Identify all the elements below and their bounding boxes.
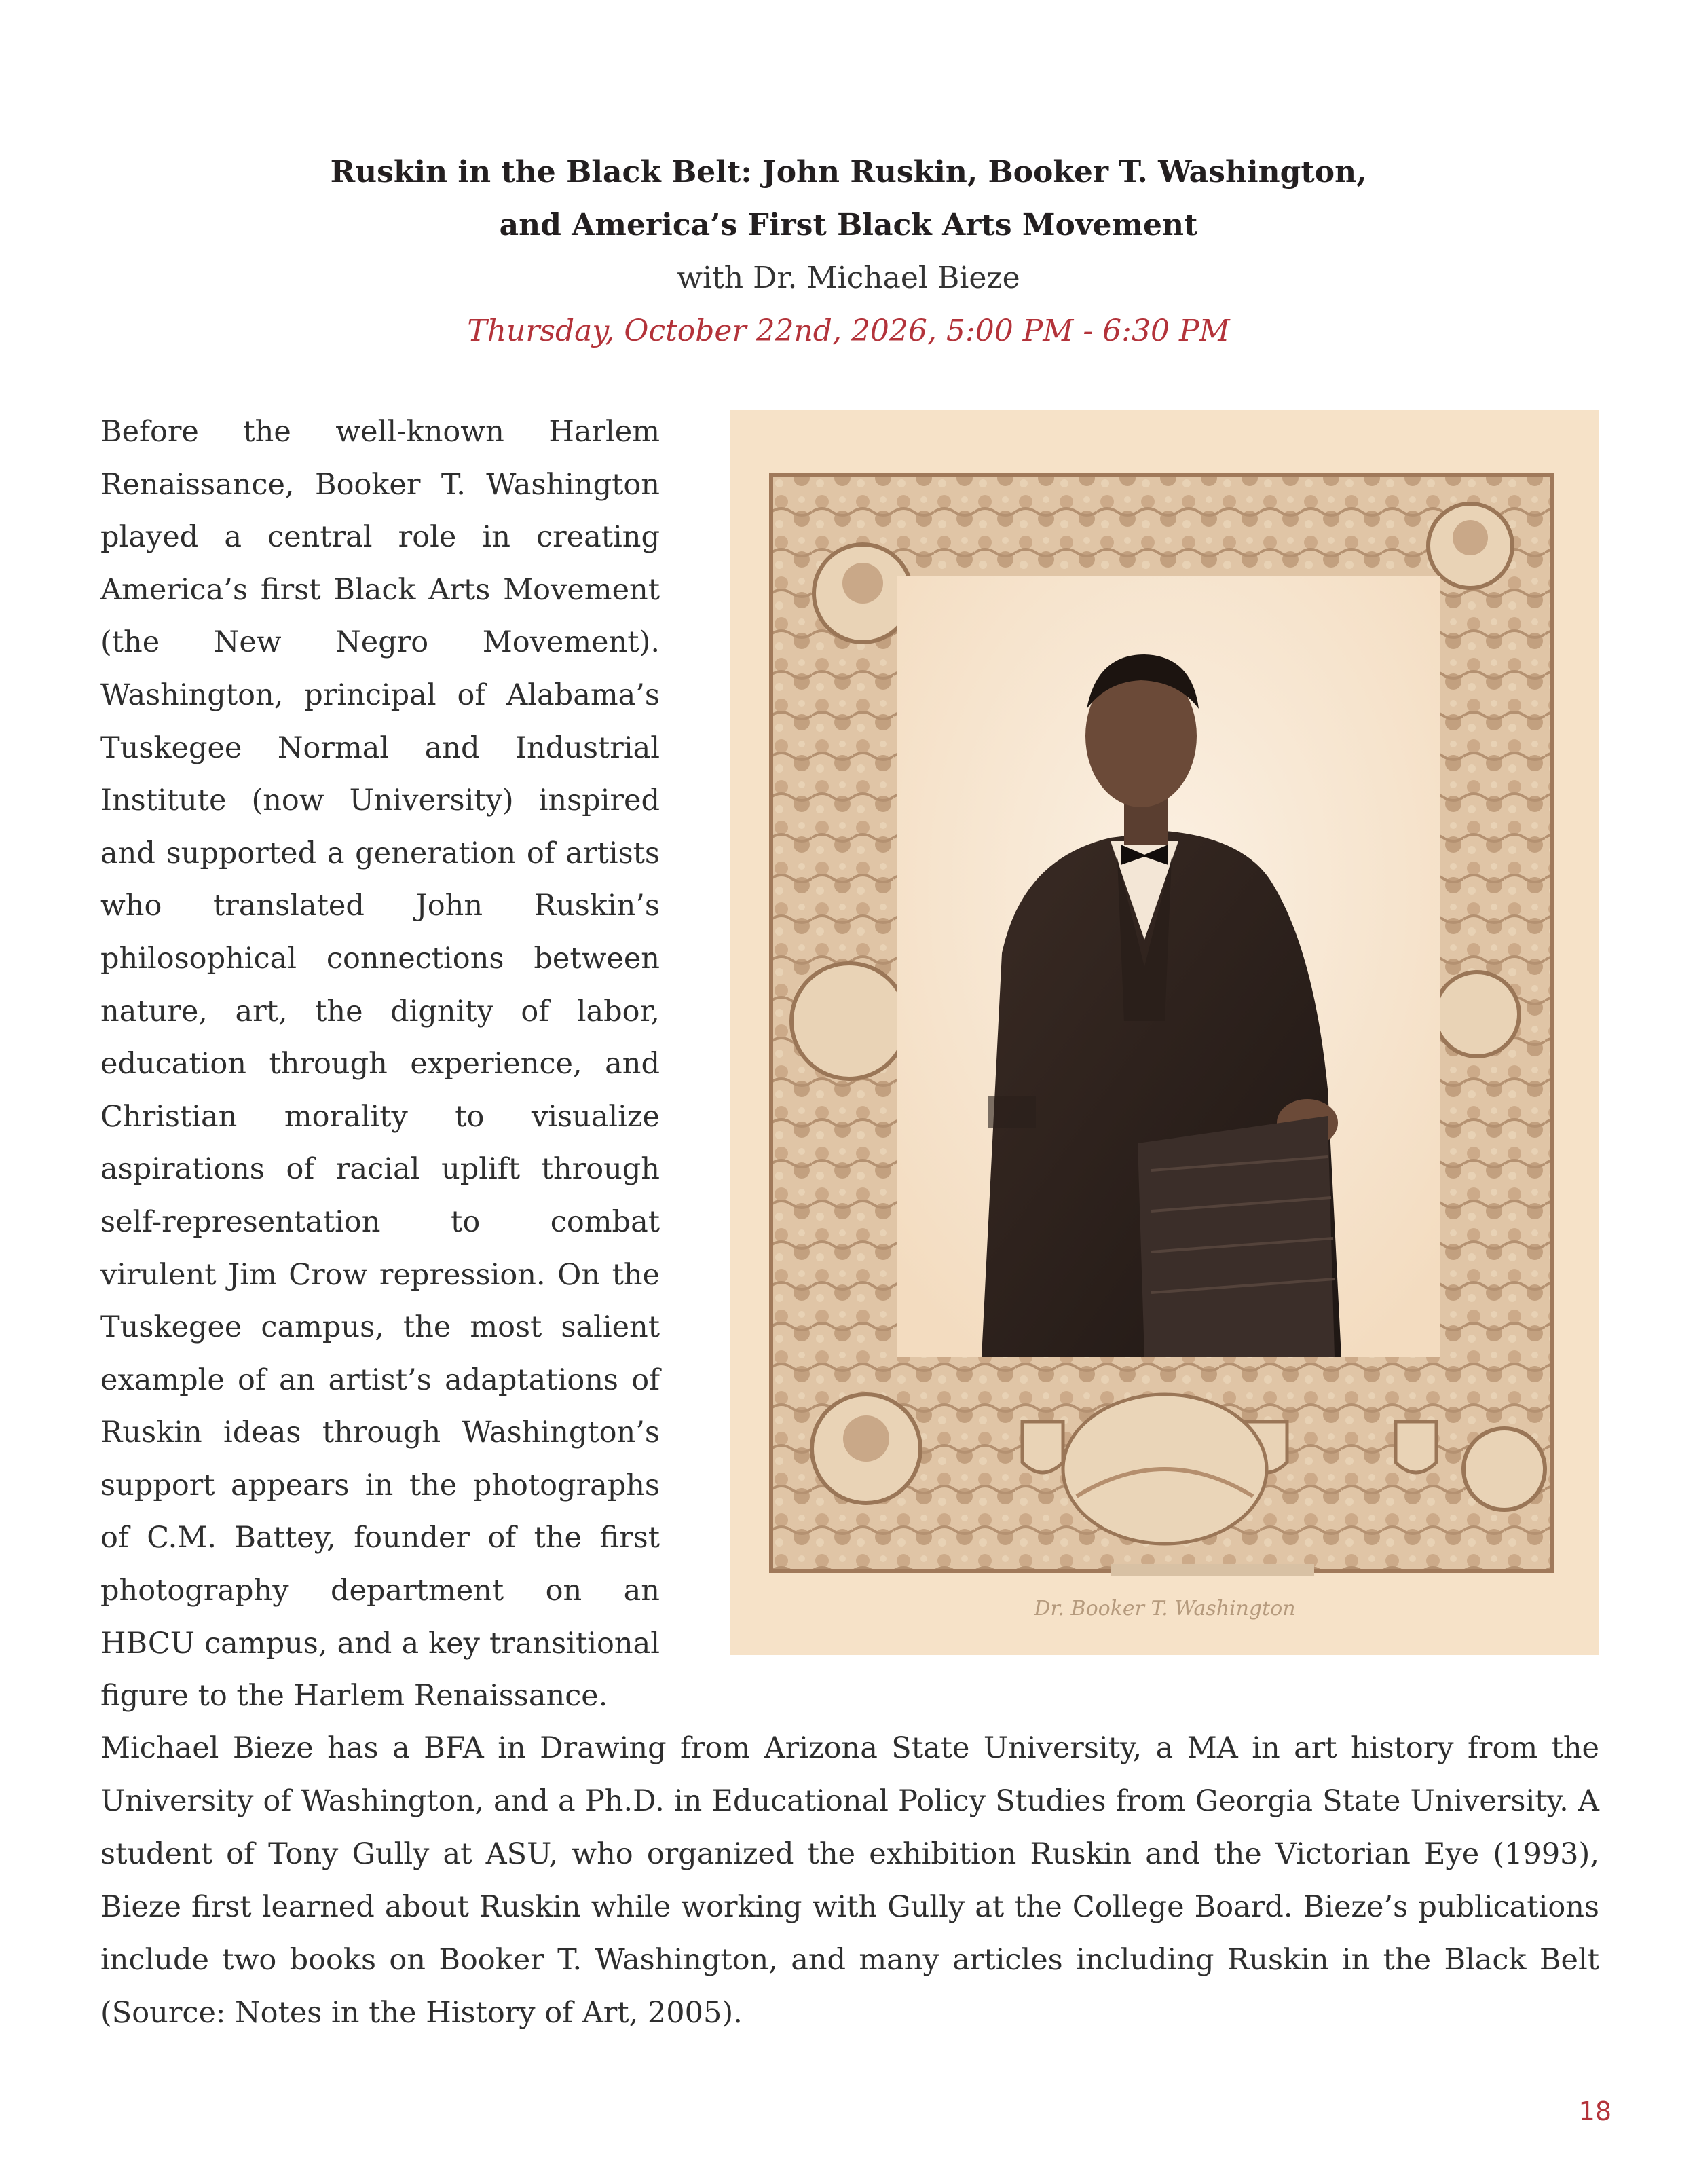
event-title-line-1: Ruskin in the Black Belt: John Ruskin, Booker T. Washington,: [330, 155, 1367, 189]
event-title-line-2: and America’s First Black Arts Movement: [499, 208, 1198, 242]
portrait-illustration: [730, 410, 1599, 1655]
portrait-signature: Dr. Booker T. Washington: [1034, 1597, 1296, 1621]
event-header: [0, 146, 1697, 358]
event-presenter: with Dr. Michael Bieze: [677, 261, 1020, 295]
booker-t-washington-portrait: [730, 410, 1599, 1655]
page-number: 18: [1578, 2096, 1611, 2126]
event-description: Before the well-known Harlem Renaissance, Booker T. Washington played a central role in creating America’s first Black Arts Movement (the New Negro Movement). Washington, principal of Alabama’s Tuskegee Normal and Industrial Institute (now University) inspired and supported a generation of artists who translated John Ruskin’s philosophical connections between nature, art, the dignity of labor, education through experience, and Christian morality to visualize aspirations of racial uplift through self-representation to combat virulent Jim Crow repression. On the Tuskegee campus, the most salient example of an artist’s adaptations of Ruskin ideas through Washington’s support appears in the photographs of C.M. Battey, founder of the first photography department on an HBCU campus, and a key transitional figure to the Harlem Renaissance.: [100, 415, 660, 1714]
event-datetime: Thursday, October 22nd, 2026, 5:00 PM - 6:30 PM: [467, 314, 1230, 348]
presenter-bio: Michael Bieze has a BFA in Drawing from Arizona State University, a MA in art history from the University of Washington, and a Ph.D. in Educational Policy Studies from Georgia State University. A student of Tony Gully at ASU, who organized the exhibition Ruskin and the Victorian Eye (1993), Bieze first learned about Ruskin while working with Gully at the College Board. Bieze’s publications include two books on Booker T. Washington, and many articles including Ruskin in the Black Belt (Source: Notes in the History of Art, 2005).: [100, 1731, 1599, 2030]
